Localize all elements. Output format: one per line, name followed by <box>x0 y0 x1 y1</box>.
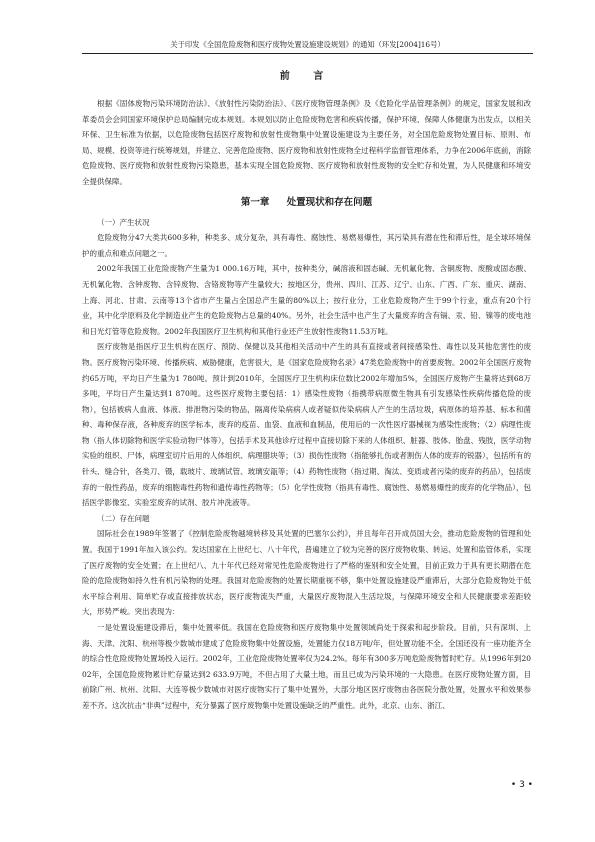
body-paragraph: 国际社会在1989年签署了《控制危险废物越境转移及其处置的巴塞尔公约》，并且每年召开成员国大会，推动危险废物的管理和处置。我国于1991年加入该公约。发达国家在上世纪七、八十年代，普遍建立了较为完善的医疗废物收集、转运、处置和监管体系，实现了医疗废物的安全处置；在上世纪八、九十年代已经对常见性危险废物进行了严格的鉴别和安全处置，目前正致力于具有更长期潜在危险的危险废物如持久性有机污染物的处理。我国对危险废物的处置长期重视不够，集中处置设施建设严重滞后，大部分危险废物处于低水平综合利用、简单贮存或直接排放状态，医疗废物流失严重，大量医疗废物混入生活垃圾，与保障环境安全和人民健康要求差距较大，形势严峻。突出表现为： <box>82 529 531 617</box>
preface-title: 前 言 <box>279 71 334 82</box>
body-paragraph: 医疗废物是指医疗卫生机构在医疗、预防、保健以及其他相关活动中产生的具有直接或者间接感染性、毒性以及其他危害性的废物。医疗废物污染环境、传播疾病、威胁健康，危害很大，是《国家危险废物名录》47类危险废物中的首要废物。2002年全国医疗废物约65万吨，平均日产生量为1 780吨。预计到2010年，全国医疗卫生机构床位数比2002年增加5%，全国医疗废物产生量将达到68万多吨，平均日产生量达到1 870吨。这些医疗废物主要包括：1）感染性废物（指携带病原微生物具有引发感染性疾病传播危险的废物），包括被病人血液、体液、排泄物污染的物品，隔离传染病病人或者疑似传染病病人产生的生活垃圾，病原体的培养基、标本和菌种、毒种保存液，各种废弃的医学标本，废弃的疫苗、血袋、血液和血制品，使用后的一次性医疗器械视为感染性废物；（2）病理性废物（指人体切除物和医学实验动物尸体等），包括手术及其他诊疗过程中直接切除下来的人体组织、脏器、肢体、胎盘、残肢，医学动物实验的组织、尸体，病理室切片后用的人体组织、病理腊块等；（3）损伤性废物（指能够扎伤或者割伤人体的废弃的锐器），包括所有的针头、缝合针，各类刀、镊，载玻片、玻璃试管、玻璃安瓿等；（4）药物性废物（指过期、淘汰、变质或者污染的废弃的药品），包括废弃的一般性药品，废弃的细胞毒性药物和遗传毒性药物等；（5）化学性废物（指具有毒性、腐蚀性、易燃易爆性的废弃的化学物品），包括医学影像室、实验室废弃的试剂、胶片冲洗液等。 <box>82 342 531 508</box>
chapter-title: 第一章 处置现状和存在问题 <box>240 196 373 208</box>
section-heading: （二）存在问题 <box>97 513 150 523</box>
body-paragraph: 2002年我国工业危险废物产生量为1 000.16万吨，其中，按种类分，碱溶液和固态碱、无机氟化物、含铜废物、废酸或固态酸、无机氰化物、含钟废物、含锌废物、含铬废物等产生量较大；按地区分，贵州、四川、江苏、辽宁、山东、广西、广东、重庆、湖南、上海、河北、甘肃、云南等13个省市产生量占全国总产生量的80%以上；按行业分，工业危险废物产生于99个行业，重点有20个行业，其中化学原料及化学制造业产生的危险废物占总量的40%。另外，社会生活中也产生了大量废弃的含有镉、汞、铅、镍等的废电池和日光灯管等危险废物。2002年我国医疗卫生机构和其他行业还产生放射性废物11.53万吨。 <box>82 264 531 336</box>
section-heading: （一）产生状况 <box>97 217 150 227</box>
running-header: 关于印发《全国危险废物和医疗废物处置设施建设规划》的通知（环发[2004]16号） <box>82 38 533 54</box>
main-content <box>82 70 531 714</box>
body-paragraph: 一是处置设施建设滞后，集中处置率低。我国在危险废物和医疗废物集中处置领域尚处于探索和起步阶段。目前，只有深圳、上海、天津、沈阳、杭州等极少数城市建成了危险废物集中处置设施，处置能力仅18万吨/年，但处置功能不全。全国还没有一座功能齐全的综合性危险废物处置场投入运行。2002年，工业危险废物处置率仅为24.2%。每年有300多万吨危险废物暂时贮存。从1996年到2002年，全国危险废物累计贮存量达到2 633.9万吨，不但占用了大量土地，而且已成为污染环境的一大隐患。在医疗废物处置方面，目前除广州、杭州、沈阳、大连等极少数城市对医疗废物实行了集中处置外，大部分地区医疗废物由各医院分散处置，处置水平和效果参差不齐。这次抗击“非典”过程中，充分暴露了医疗废物集中处置设施缺乏的严重性。此外，北京、山东、浙江、 <box>82 623 531 710</box>
body-paragraph: 危险废物分47大类共600多种，种类多、成分复杂，具有毒性、腐蚀性、易燃易爆性，其污染具有潜在性和滞后性，是全球环境保护的重点和难点问题之一。 <box>82 233 531 258</box>
preface-paragraph: 根据《固体废物污染环境防治法》、《放射性污染防治法》、《医疗废物管理条例》及《危险化学品管理条例》的规定，国家发展和改革委员会会同国家环境保护总局编制完成本规划。本规划以防止危险废物危害和疾病传播，保护环境、保障人体健康为出发点，以相关环保、卫生标准为依据，以危险废物包括医疗废物和放射性废物集中处置设施建设为主要任务，对全国危险废物处置目标、原则、布局、规模、投资等进行统筹规划，并建立、完善危险废物、医疗废物和放射性废物全过程科学监督管理体系，力争在2006年底前，消除危险废物、医疗废物和放射性废物污染隐患，基本实现全国危险废物、医疗废物和放射性废物的安全贮存和处置，为人民健康和环境安全提供保障。 <box>82 99 531 186</box>
page-number: • 3 • <box>510 780 533 790</box>
